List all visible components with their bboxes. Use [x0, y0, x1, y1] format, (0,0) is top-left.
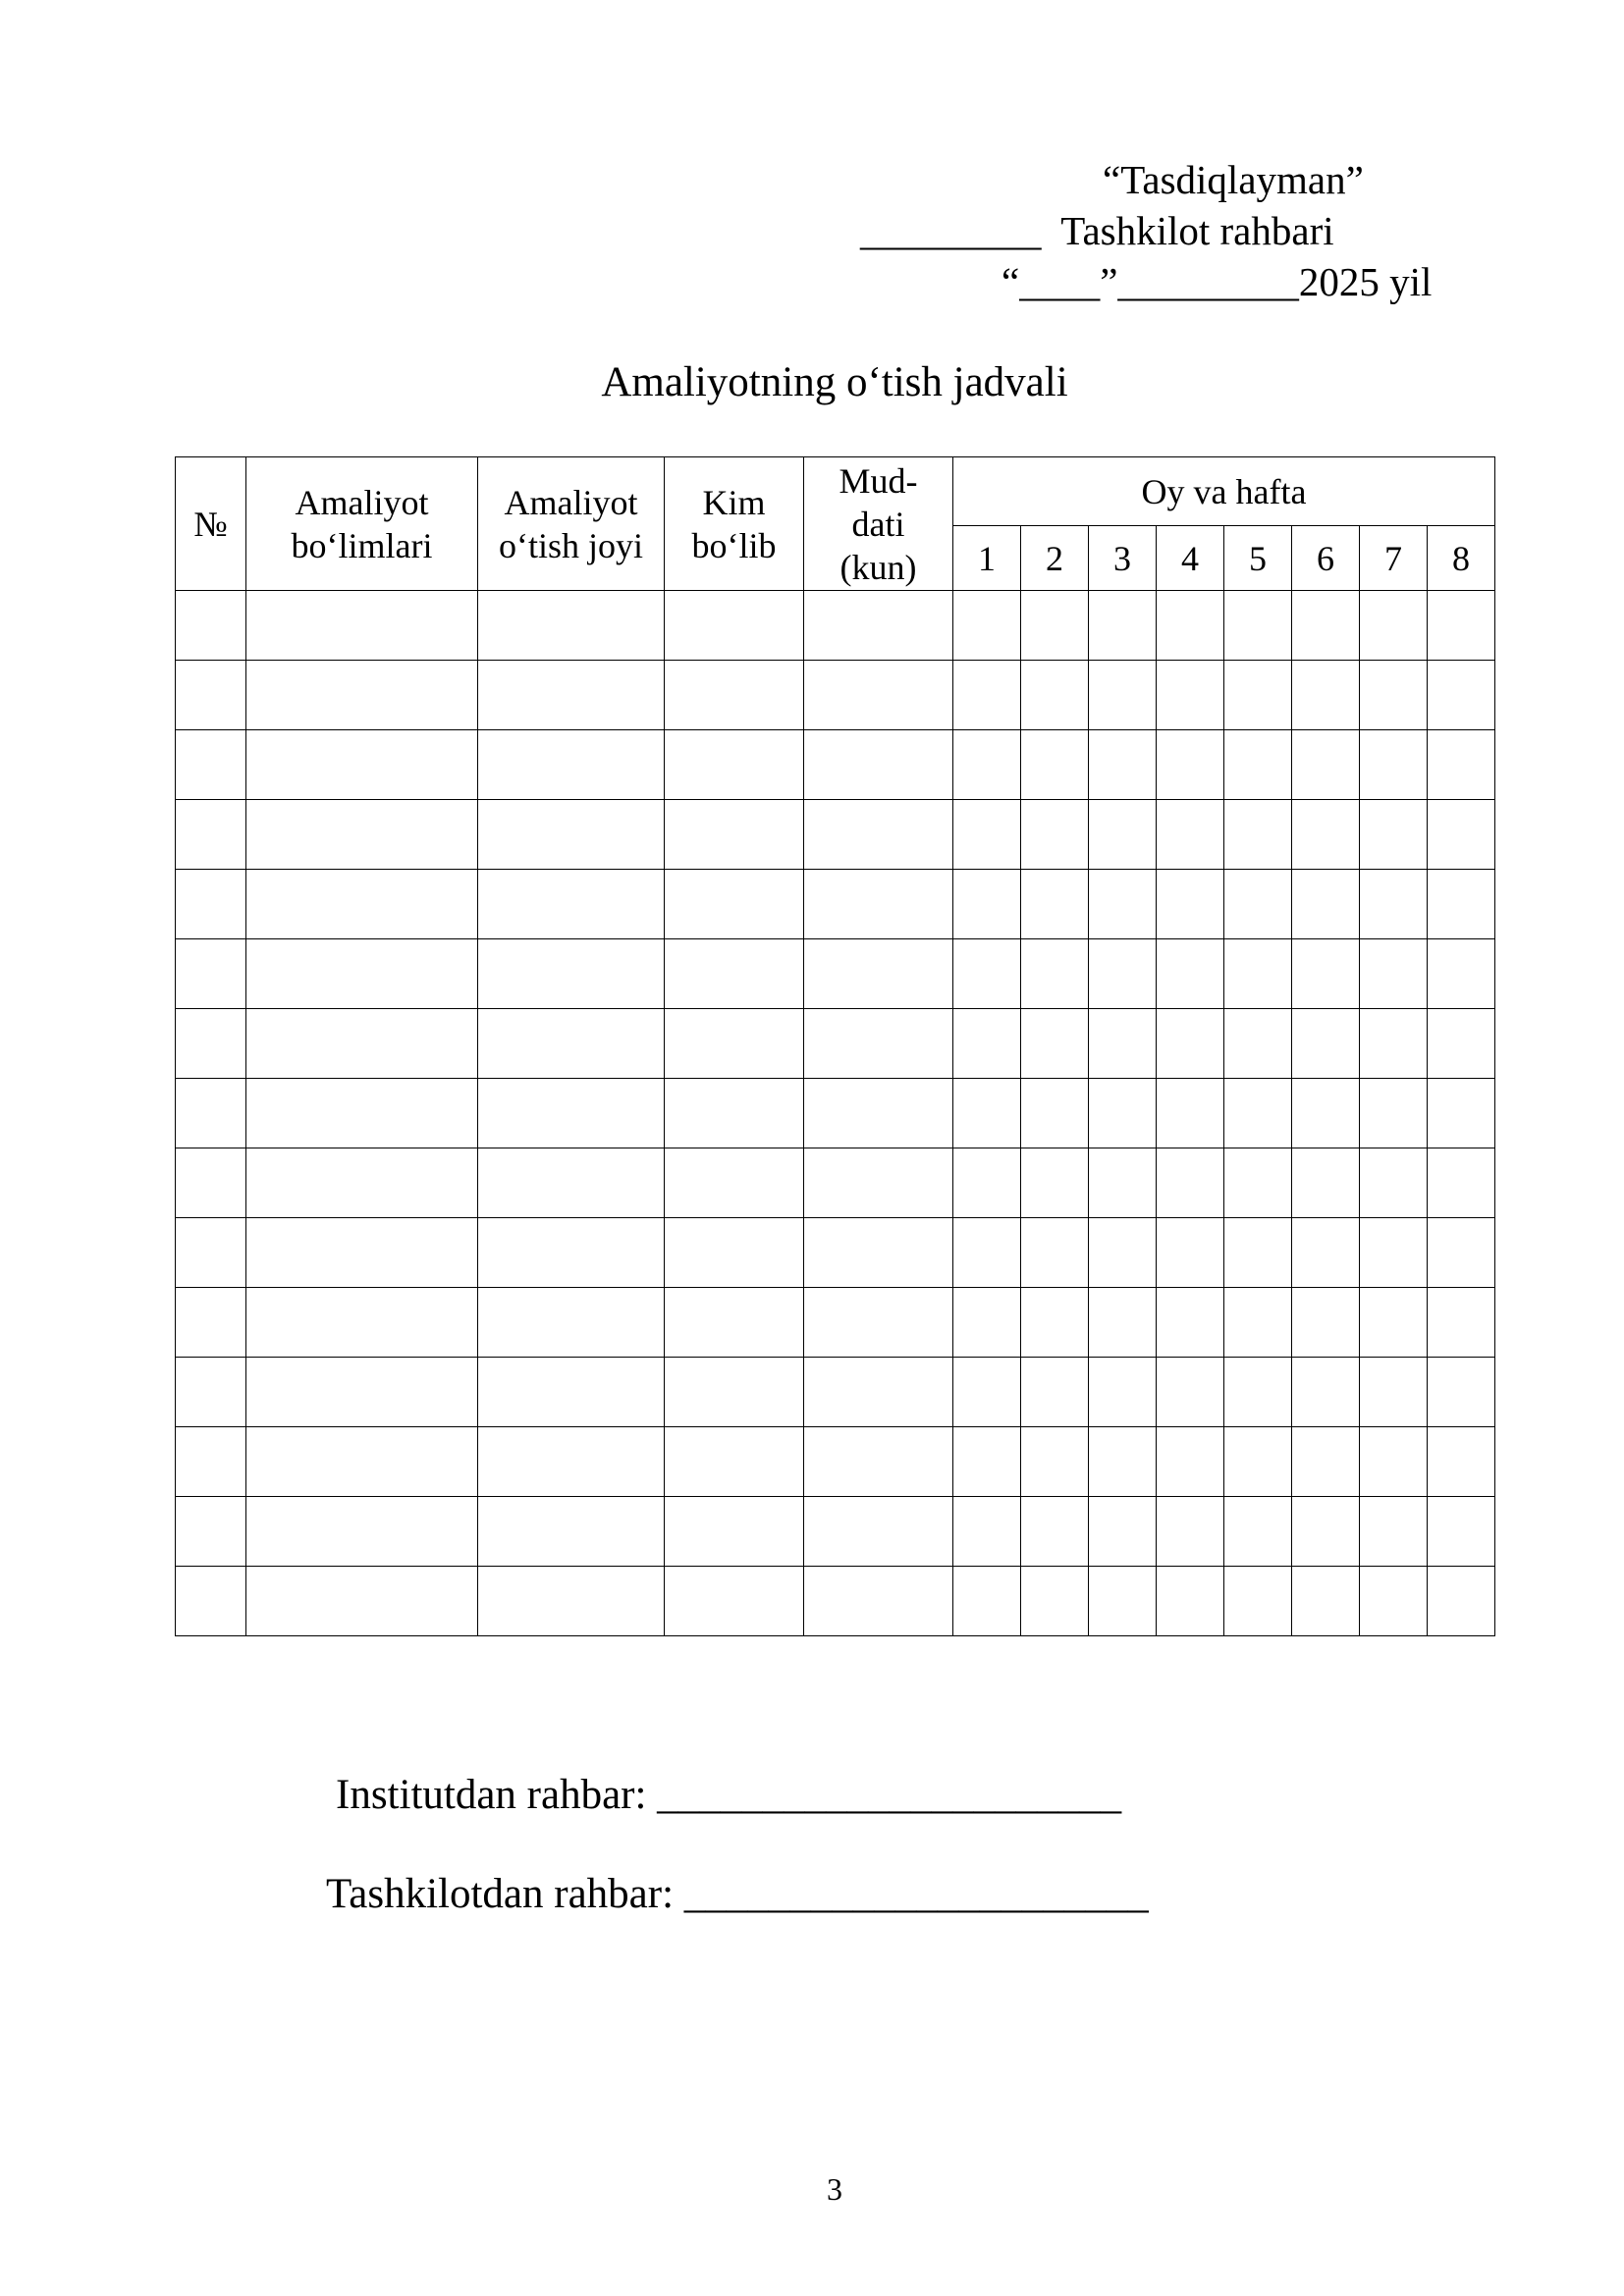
table-cell[interactable]	[176, 800, 246, 870]
table-row	[176, 800, 1495, 870]
table-cell[interactable]	[953, 1009, 1021, 1079]
table-cell[interactable]	[1292, 1288, 1360, 1358]
table-cell[interactable]	[1224, 1427, 1292, 1497]
table-cell[interactable]	[176, 1148, 246, 1218]
table-cell[interactable]	[1360, 939, 1428, 1009]
table-cell[interactable]	[1292, 1218, 1360, 1288]
table-cell[interactable]	[1089, 1148, 1157, 1218]
table-cell[interactable]	[478, 1148, 665, 1218]
place-header-text: Amaliyot o‘tish joyi	[498, 482, 643, 565]
practice-schedule-table	[175, 456, 1495, 1636]
table-cell[interactable]	[246, 1358, 478, 1427]
approval-heading: “Tasdiqlayman”	[1103, 157, 1364, 202]
table-cell[interactable]	[1360, 800, 1428, 870]
table-row	[176, 1358, 1495, 1427]
table-cell[interactable]	[1224, 1218, 1292, 1288]
table-cell[interactable]	[176, 1079, 246, 1148]
table-cell[interactable]	[1089, 661, 1157, 730]
month-week-header: Oy va hafta	[953, 457, 1495, 526]
table-cell[interactable]	[1021, 1148, 1089, 1218]
table-cell[interactable]	[1021, 730, 1089, 800]
table-cell[interactable]	[1224, 1009, 1292, 1079]
table-cell[interactable]	[804, 661, 953, 730]
table-cell[interactable]	[1224, 800, 1292, 870]
table-cell[interactable]	[1089, 591, 1157, 661]
table-cell[interactable]	[953, 1567, 1021, 1636]
role-header-text: Kim bo‘lib	[691, 482, 777, 565]
table-body	[176, 591, 1495, 1636]
table-cell[interactable]	[1157, 939, 1224, 1009]
table-cell[interactable]	[953, 1358, 1021, 1427]
table-cell[interactable]	[665, 1218, 804, 1288]
table-cell[interactable]	[246, 939, 478, 1009]
table-cell[interactable]	[1292, 1009, 1360, 1079]
table-cell[interactable]	[804, 730, 953, 800]
table-cell[interactable]	[176, 939, 246, 1009]
table-cell[interactable]	[804, 1218, 953, 1288]
table-row	[176, 1497, 1495, 1567]
table-cell[interactable]	[478, 1567, 665, 1636]
table-cell[interactable]	[1224, 661, 1292, 730]
table-row	[176, 1567, 1495, 1636]
table-cell[interactable]	[478, 1079, 665, 1148]
table-cell[interactable]	[1224, 939, 1292, 1009]
table-cell[interactable]	[176, 1358, 246, 1427]
table-cell[interactable]	[246, 1079, 478, 1148]
table-cell[interactable]	[246, 1427, 478, 1497]
table-cell[interactable]	[478, 1427, 665, 1497]
table-cell[interactable]	[1428, 1009, 1495, 1079]
table-cell[interactable]	[1089, 800, 1157, 870]
sections-header-text: Amaliyot bo‘limlari	[291, 482, 433, 565]
table-cell[interactable]	[246, 1567, 478, 1636]
table-cell[interactable]	[176, 730, 246, 800]
table-cell[interactable]	[1157, 1288, 1224, 1358]
table-cell[interactable]	[804, 870, 953, 939]
duration-header-text: Mud- dati (kun)	[839, 460, 918, 587]
approval-date: “____”_________2025 yil	[1001, 259, 1433, 304]
table-cell[interactable]	[1021, 1009, 1089, 1079]
table-cell[interactable]	[953, 1427, 1021, 1497]
table-cell[interactable]	[953, 870, 1021, 939]
table-cell[interactable]	[804, 1567, 953, 1636]
table-cell[interactable]	[665, 939, 804, 1009]
table-cell[interactable]	[953, 800, 1021, 870]
organization-supervisor-line: Tashkilotdan rahbar: ______________________	[326, 1871, 1149, 1917]
table-cell[interactable]	[1428, 939, 1495, 1009]
table-row	[176, 870, 1495, 939]
table-cell[interactable]	[1360, 1148, 1428, 1218]
table-cell[interactable]	[1292, 730, 1360, 800]
table-cell[interactable]	[1157, 1497, 1224, 1567]
table-cell[interactable]	[1360, 1079, 1428, 1148]
table-cell[interactable]	[1428, 870, 1495, 939]
table-cell[interactable]	[1360, 661, 1428, 730]
table-row	[176, 661, 1495, 730]
column-number-header: №	[176, 457, 246, 591]
table-cell[interactable]	[1360, 1288, 1428, 1358]
table-cell[interactable]	[246, 1288, 478, 1358]
table-cell[interactable]	[953, 1079, 1021, 1148]
week-header-8: 8	[1428, 526, 1495, 591]
table-cell[interactable]	[1360, 1427, 1428, 1497]
table-cell[interactable]	[665, 1567, 804, 1636]
table-cell[interactable]	[246, 1009, 478, 1079]
table-cell[interactable]	[1089, 870, 1157, 939]
table-cell[interactable]	[1089, 1079, 1157, 1148]
column-place-header	[478, 457, 665, 591]
table-cell[interactable]	[1360, 1358, 1428, 1427]
table-cell[interactable]	[1021, 800, 1089, 870]
table-cell[interactable]	[478, 800, 665, 870]
table-cell[interactable]	[246, 1218, 478, 1288]
week-header-5: 5	[1224, 526, 1292, 591]
table-cell[interactable]	[176, 1009, 246, 1079]
table-cell[interactable]	[478, 1497, 665, 1567]
table-cell[interactable]	[1224, 1497, 1292, 1567]
table-cell[interactable]	[804, 800, 953, 870]
table-cell[interactable]	[176, 661, 246, 730]
table-cell[interactable]	[804, 591, 953, 661]
table-cell[interactable]	[1292, 1148, 1360, 1218]
table-cell[interactable]	[1089, 1497, 1157, 1567]
column-sections-header	[246, 457, 478, 591]
table-row	[176, 939, 1495, 1009]
table-cell[interactable]	[1428, 591, 1495, 661]
week-header-2: 2	[1021, 526, 1089, 591]
table-cell[interactable]	[176, 1497, 246, 1567]
table-cell[interactable]	[1428, 661, 1495, 730]
table-cell[interactable]	[1224, 870, 1292, 939]
table-cell[interactable]	[804, 1358, 953, 1427]
table-cell[interactable]	[478, 1218, 665, 1288]
table-cell[interactable]	[1089, 1358, 1157, 1427]
table-cell[interactable]	[1292, 800, 1360, 870]
table-cell[interactable]	[1089, 1567, 1157, 1636]
table-cell[interactable]	[804, 1288, 953, 1358]
table-cell[interactable]	[1428, 1427, 1495, 1497]
table-cell[interactable]	[1021, 1497, 1089, 1567]
table-cell[interactable]	[1292, 1567, 1360, 1636]
week-header-3: 3	[1089, 526, 1157, 591]
table-cell[interactable]	[804, 1079, 953, 1148]
table-cell[interactable]	[1292, 1497, 1360, 1567]
table-row	[176, 591, 1495, 661]
table-cell[interactable]	[246, 661, 478, 730]
table-cell[interactable]	[246, 800, 478, 870]
table-cell[interactable]	[1157, 1079, 1224, 1148]
table-cell[interactable]	[176, 1567, 246, 1636]
table-cell[interactable]	[1089, 1288, 1157, 1358]
table-cell[interactable]	[665, 1079, 804, 1148]
table-cell[interactable]	[1021, 939, 1089, 1009]
table-cell[interactable]	[1292, 1427, 1360, 1497]
table-cell[interactable]	[1292, 591, 1360, 661]
table-cell[interactable]	[953, 591, 1021, 661]
table-cell[interactable]	[176, 1288, 246, 1358]
table-cell[interactable]	[1021, 1288, 1089, 1358]
table-cell[interactable]	[665, 1148, 804, 1218]
table-cell[interactable]	[1224, 1148, 1292, 1218]
table-cell[interactable]	[1428, 1288, 1495, 1358]
table-cell[interactable]	[1021, 870, 1089, 939]
table-cell[interactable]	[1224, 730, 1292, 800]
table-cell[interactable]	[1089, 1218, 1157, 1288]
table-cell[interactable]	[1157, 1009, 1224, 1079]
week-header-6: 6	[1292, 526, 1360, 591]
table-cell[interactable]	[1292, 939, 1360, 1009]
table-cell[interactable]	[665, 591, 804, 661]
table-row	[176, 1079, 1495, 1148]
table-row	[176, 1148, 1495, 1218]
page-number: 3	[827, 2171, 842, 2207]
table-cell[interactable]	[478, 939, 665, 1009]
table-row	[176, 1288, 1495, 1358]
table-cell[interactable]	[1224, 1079, 1292, 1148]
table-cell[interactable]	[246, 870, 478, 939]
table-cell[interactable]	[665, 730, 804, 800]
table-cell[interactable]	[804, 1427, 953, 1497]
table-cell[interactable]	[478, 1358, 665, 1427]
table-cell[interactable]	[478, 730, 665, 800]
table-cell[interactable]	[246, 591, 478, 661]
table-cell[interactable]	[1157, 800, 1224, 870]
table-row	[176, 1427, 1495, 1497]
table-cell[interactable]	[1224, 591, 1292, 661]
week-header-7: 7	[1360, 526, 1428, 591]
table-cell[interactable]	[478, 1288, 665, 1358]
table-cell[interactable]	[478, 870, 665, 939]
table-cell[interactable]	[953, 1148, 1021, 1218]
table-cell[interactable]	[1157, 591, 1224, 661]
table-cell[interactable]	[1021, 1218, 1089, 1288]
table-cell[interactable]	[665, 1497, 804, 1567]
table-cell[interactable]	[1089, 1427, 1157, 1497]
table-cell[interactable]	[1224, 1358, 1292, 1427]
table-row	[176, 1009, 1495, 1079]
table-cell[interactable]	[1157, 1427, 1224, 1497]
table-cell[interactable]	[1292, 1358, 1360, 1427]
table-cell[interactable]	[1428, 1497, 1495, 1567]
table-cell[interactable]	[1157, 870, 1224, 939]
table-cell[interactable]	[246, 1497, 478, 1567]
table-cell[interactable]	[478, 1009, 665, 1079]
table-cell[interactable]	[176, 870, 246, 939]
table-cell[interactable]	[953, 1288, 1021, 1358]
week-header-4: 4	[1157, 526, 1224, 591]
table-cell[interactable]	[1428, 1218, 1495, 1288]
table-cell[interactable]	[1360, 1497, 1428, 1567]
table-cell[interactable]	[1428, 1358, 1495, 1427]
table-cell[interactable]	[953, 939, 1021, 1009]
table-cell[interactable]	[1157, 1148, 1224, 1218]
table-cell[interactable]	[953, 661, 1021, 730]
table-cell[interactable]	[804, 1497, 953, 1567]
table-cell[interactable]	[1360, 591, 1428, 661]
table-cell[interactable]	[176, 1218, 246, 1288]
column-role-header	[665, 457, 804, 591]
table-cell[interactable]	[1021, 1079, 1089, 1148]
table-row	[176, 1218, 1495, 1288]
table-cell[interactable]	[246, 1148, 478, 1218]
table-cell[interactable]	[1360, 1218, 1428, 1288]
table-cell[interactable]	[176, 591, 246, 661]
table-cell[interactable]	[1157, 661, 1224, 730]
table-cell[interactable]	[1292, 1079, 1360, 1148]
table-cell[interactable]	[1224, 1567, 1292, 1636]
table-cell[interactable]	[665, 661, 804, 730]
table-cell[interactable]	[1360, 1009, 1428, 1079]
table-cell[interactable]	[1021, 591, 1089, 661]
table-cell[interactable]	[665, 1288, 804, 1358]
table-cell[interactable]	[1089, 730, 1157, 800]
table-cell[interactable]	[665, 1427, 804, 1497]
table-cell[interactable]	[1157, 1567, 1224, 1636]
table-cell[interactable]	[1292, 661, 1360, 730]
week-header-1: 1	[953, 526, 1021, 591]
table-cell[interactable]	[1428, 1567, 1495, 1636]
institute-supervisor-line: Institutdan rahbar: ______________________	[336, 1772, 1122, 1818]
table-cell[interactable]	[665, 1009, 804, 1079]
approval-signatory: _________ Tashkilot rahbari	[860, 208, 1334, 253]
table-cell[interactable]	[478, 591, 665, 661]
column-duration-header	[804, 457, 953, 591]
table-cell[interactable]	[1157, 1358, 1224, 1427]
table-cell[interactable]	[1157, 1218, 1224, 1288]
table-cell[interactable]	[953, 1218, 1021, 1288]
table-cell[interactable]	[1292, 870, 1360, 939]
table-cell[interactable]	[1428, 1148, 1495, 1218]
table-row	[176, 730, 1495, 800]
table-cell[interactable]	[665, 800, 804, 870]
table-cell[interactable]	[1021, 1427, 1089, 1497]
table-cell[interactable]	[176, 1427, 246, 1497]
table-cell[interactable]	[1360, 870, 1428, 939]
table-cell[interactable]	[1021, 661, 1089, 730]
table-cell[interactable]	[246, 730, 478, 800]
table-cell[interactable]	[1021, 1358, 1089, 1427]
table-cell[interactable]	[1428, 800, 1495, 870]
table-cell[interactable]	[953, 730, 1021, 800]
table-cell[interactable]	[665, 1358, 804, 1427]
table-cell[interactable]	[1021, 1567, 1089, 1636]
table-cell[interactable]	[1157, 730, 1224, 800]
table-cell[interactable]	[804, 939, 953, 1009]
table-cell[interactable]	[1428, 730, 1495, 800]
table-cell[interactable]	[1089, 1009, 1157, 1079]
table-cell[interactable]	[953, 1497, 1021, 1567]
table-cell[interactable]	[665, 870, 804, 939]
table-cell[interactable]	[1428, 1079, 1495, 1148]
document-title: Amaliyotning o‘tish jadvali	[601, 359, 1068, 405]
table-cell[interactable]	[478, 661, 665, 730]
table-cell[interactable]	[1224, 1288, 1292, 1358]
table-cell[interactable]	[804, 1009, 953, 1079]
table-cell[interactable]	[804, 1148, 953, 1218]
table-cell[interactable]	[1360, 1567, 1428, 1636]
table-cell[interactable]	[1360, 730, 1428, 800]
table-cell[interactable]	[1089, 939, 1157, 1009]
